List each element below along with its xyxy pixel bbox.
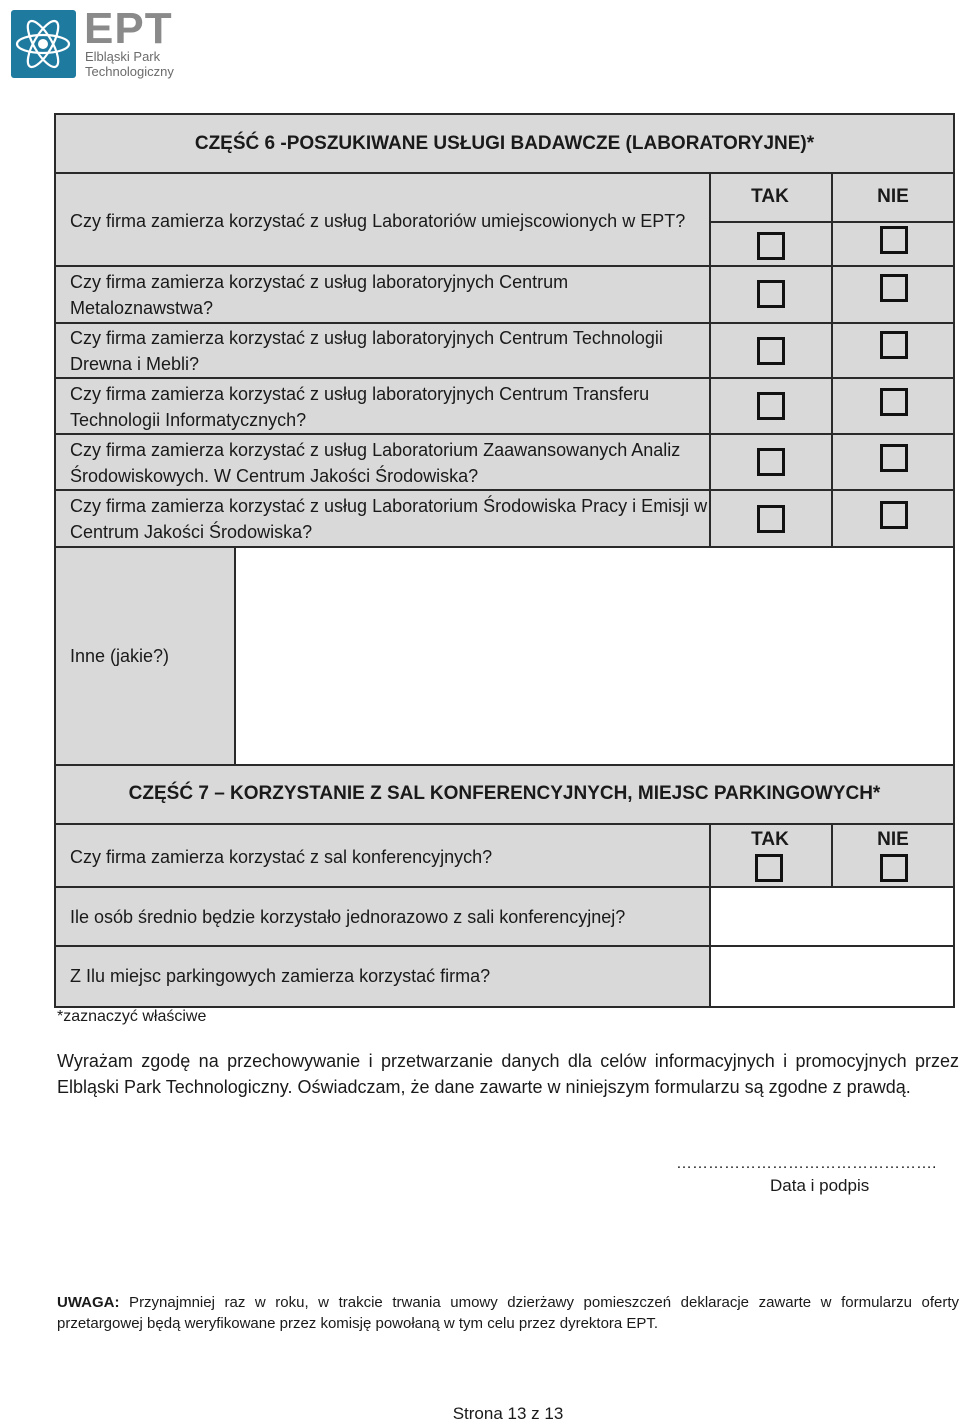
logo-subtitle: [85, 49, 174, 79]
parking-count-input[interactable]: [711, 947, 953, 1006]
divider: [56, 265, 953, 267]
q1-no-checkbox[interactable]: [880, 226, 908, 254]
q4-no-checkbox[interactable]: [880, 388, 908, 416]
divider: [56, 322, 953, 324]
question-6: Czy firma zamierza korzystać z usług Laboratorium Środowiska Pracy i Emisji w Centrum Jakości Środowiska?: [70, 496, 708, 542]
other-input[interactable]: [236, 548, 953, 764]
question-conference: Czy firma zamierza korzystać z sal konferencyjnych?: [70, 847, 493, 867]
footnote: *zaznaczyć właściwe: [57, 1008, 207, 1025]
col-no-header: NIE: [877, 186, 909, 207]
divider: [234, 546, 236, 765]
signature-label: Data i podpis: [770, 1176, 870, 1195]
conference-yes-header: TAK: [751, 829, 789, 850]
divider: [56, 172, 953, 174]
section6-title: CZĘŚĆ 6 -POSZUKIWANE USŁUGI BADAWCZE (LABORATORYJNE)*: [194, 133, 815, 154]
question-2: Czy firma zamierza korzystać z usług laboratoryjnych Centrum Metaloznawstwa?: [70, 272, 569, 318]
note-label: UWAGA:: [57, 1294, 120, 1311]
consent-text: Wyrażam zgodę na przechowywanie i przetwarzanie danych dla celów informacyjnych i promocyjnych przez Elbląski Park Technologiczny. Oświadczam, że dane zawarte w niniejszym formularzu są zgodne z prawdą.: [57, 1051, 959, 1097]
question-5: Czy firma zamierza korzystać z usług Laboratorium Zaawansowanych Analiz Środowiskowych. W Centrum Jakości Środowiska?: [70, 440, 681, 486]
divider: [56, 823, 953, 825]
page-number: Strona 13 z 13: [452, 1404, 564, 1423]
question-people: Ile osób średnio będzie korzystało jednorazowo z sali konferencyjnej?: [70, 907, 626, 927]
col-yes-header: TAK: [751, 186, 789, 207]
note: [57, 1292, 959, 1334]
question-4: Czy firma zamierza korzystać z usług laboratoryjnych Centrum Transferu Technologii Informatycznych?: [70, 384, 650, 430]
logo-subtitle-line1: Elbląski Park: [85, 49, 161, 64]
other-label: Inne (jakie?): [70, 646, 170, 666]
signature-line: ………………………………………….: [676, 1155, 937, 1172]
form-table: [54, 113, 955, 1008]
q3-yes-checkbox[interactable]: [757, 337, 785, 365]
note-text: Przynajmniej raz w roku, w trakcie trwania umowy dzierżawy pomieszczeń deklaracje zawarte w formularzu oferty przetargowej będą weryfikowane przez komisję powołaną w tym celu przez dyrektora EPT.: [57, 1294, 959, 1332]
q2-yes-checkbox[interactable]: [757, 280, 785, 308]
divider: [56, 433, 953, 435]
ept-logo: [11, 4, 191, 81]
q2-no-checkbox[interactable]: [880, 274, 908, 302]
q3-no-checkbox[interactable]: [880, 331, 908, 359]
atom-icon: [11, 10, 76, 78]
divider: [56, 377, 953, 379]
question-3: Czy firma zamierza korzystać z usług laboratoryjnych Centrum Technologii Drewna i Mebli?: [70, 328, 663, 374]
q1-yes-checkbox[interactable]: [757, 232, 785, 260]
conference-no-checkbox[interactable]: [880, 854, 908, 882]
question-parking: Z Ilu miejsc parkingowych zamierza korzystać firma?: [70, 966, 491, 986]
q6-no-checkbox[interactable]: [880, 501, 908, 529]
question-1: Czy firma zamierza korzystać z usług Laboratoriów umiejscowionych w EPT?: [70, 211, 686, 231]
conference-yes-checkbox[interactable]: [755, 854, 783, 882]
section7-title: CZĘŚĆ 7 – KORZYSTANIE Z SAL KONFERENCYJNYCH, MIEJSC PARKINGOWYCH*: [128, 783, 881, 804]
logo-name: EPT: [84, 4, 173, 53]
divider: [56, 489, 953, 491]
people-count-input[interactable]: [711, 888, 953, 945]
q4-yes-checkbox[interactable]: [757, 392, 785, 420]
logo-subtitle-line2: Technologiczny: [85, 64, 174, 79]
q5-yes-checkbox[interactable]: [757, 448, 785, 476]
conference-no-header: NIE: [877, 829, 909, 850]
q5-no-checkbox[interactable]: [880, 444, 908, 472]
q6-yes-checkbox[interactable]: [757, 505, 785, 533]
divider: [709, 221, 953, 223]
divider: [56, 764, 953, 766]
